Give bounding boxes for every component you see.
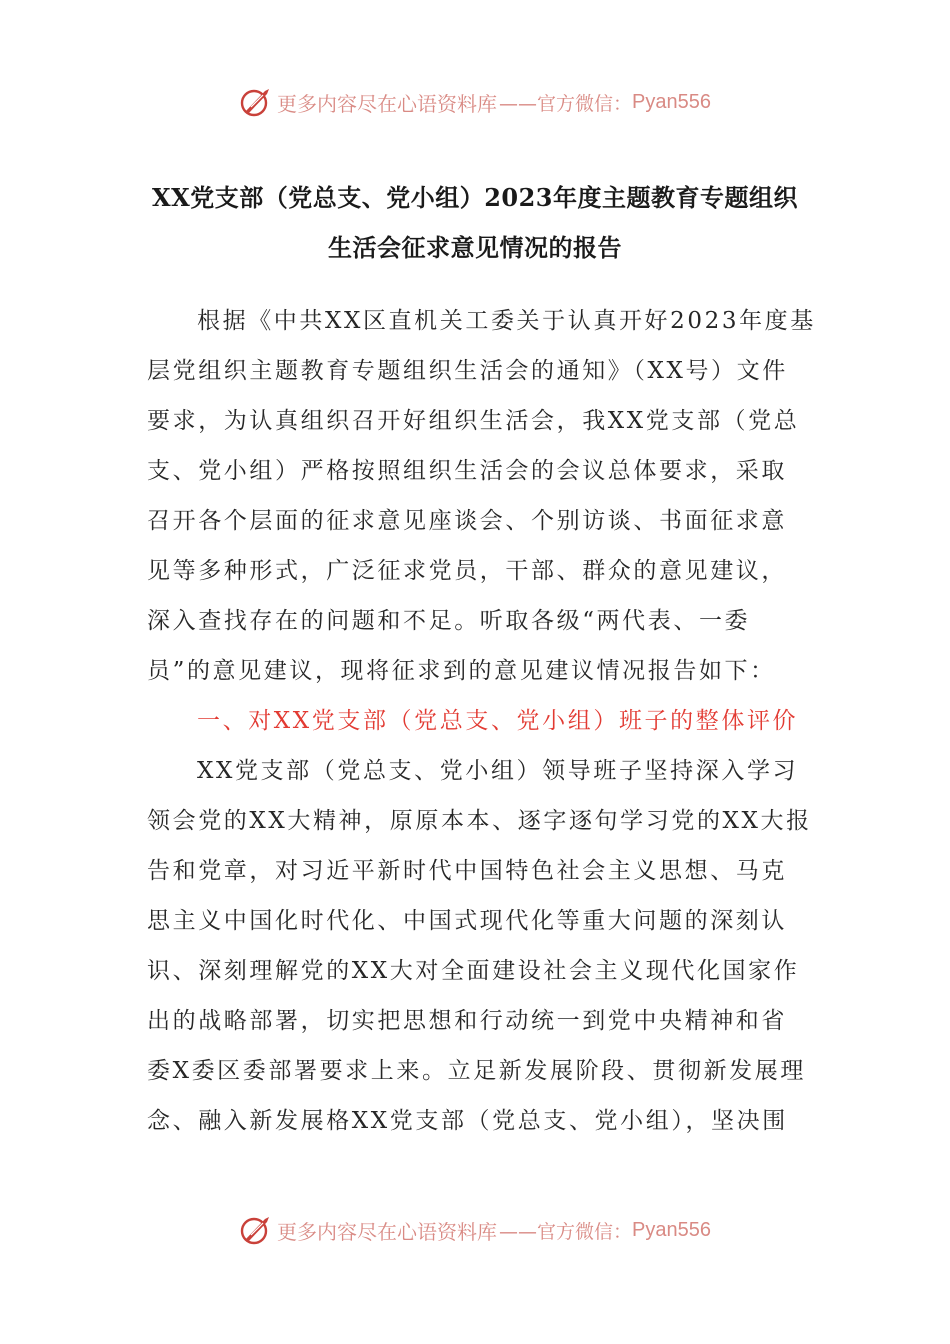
body-line: 念、融入新发展格XX党支部（党总支、党小组），坚决围	[147, 1108, 788, 1134]
document-title-line-2: 生活会征求意见情况的报告	[328, 233, 622, 262]
body-line: 根据《中共XX区直机关工委关于认真开好2023年度基	[197, 308, 816, 334]
document-title-line-1: XX党支部（党总支、党小组）2023年度主题教育专题组织	[151, 183, 799, 212]
body-line: 领会党的XX大精神，原原本本、逐字逐句学习党的XX大报	[147, 808, 812, 834]
banner-text: 更多内容尽在心语资料库	[277, 1219, 497, 1244]
body-line: 识、深刻理解党的XX大对全面建设社会主义现代化国家作	[147, 958, 800, 984]
banner-separator: ——官方微信：	[499, 92, 633, 115]
body-line: XX党支部（党总支、党小组）领导班子坚持深入学习	[197, 758, 799, 784]
body-line: 深入查找存在的问题和不足。听取各级“两代表、一委	[147, 608, 751, 634]
body-line: 委X委区委部署要求上来。立足新发展阶段、贯彻新发展理	[147, 1058, 806, 1084]
banner-text: 更多内容尽在心语资料库	[277, 91, 497, 116]
body-line: 支、党小组）严格按照组织生活会的会议总体要求，采取	[147, 458, 787, 484]
banner-wechat-id: Pyan556	[632, 1218, 711, 1241]
footer-banner	[0, 1210, 950, 1250]
body-line: 员”的意见建议，现将征求到的意见建议情况报告如下：	[147, 658, 776, 684]
header-banner	[0, 82, 950, 122]
quill-pen-logo-icon	[239, 85, 273, 119]
banner-separator: ——官方微信：	[499, 1220, 633, 1243]
body-line: 出的战略部署，切实把思想和行动统一到党中央精神和省	[147, 1008, 787, 1034]
body-line: 告和党章，对习近平新时代中国特色社会主义思想、马克	[147, 858, 787, 884]
body-line: 思主义中国化时代化、中国式现代化等重大问题的深刻认	[147, 908, 787, 934]
section-heading: 一、对XX党支部（党总支、党小组）班子的整体评价	[197, 708, 799, 734]
body-line: 层党组织主题教育专题组织生活会的通知》（XX号）文件	[147, 358, 788, 384]
banner-wechat-id: Pyan556	[632, 90, 711, 113]
body-line: 召开各个层面的征求意见座谈会、个别访谈、书面征求意	[147, 508, 787, 534]
body-line: 要求，为认真组织召开好组织生活会，我XX党支部（党总	[147, 408, 800, 434]
body-line: 见等多种形式，广泛征求党员，干部、群众的意见建议，	[147, 558, 787, 584]
quill-pen-logo-icon	[239, 1213, 273, 1247]
